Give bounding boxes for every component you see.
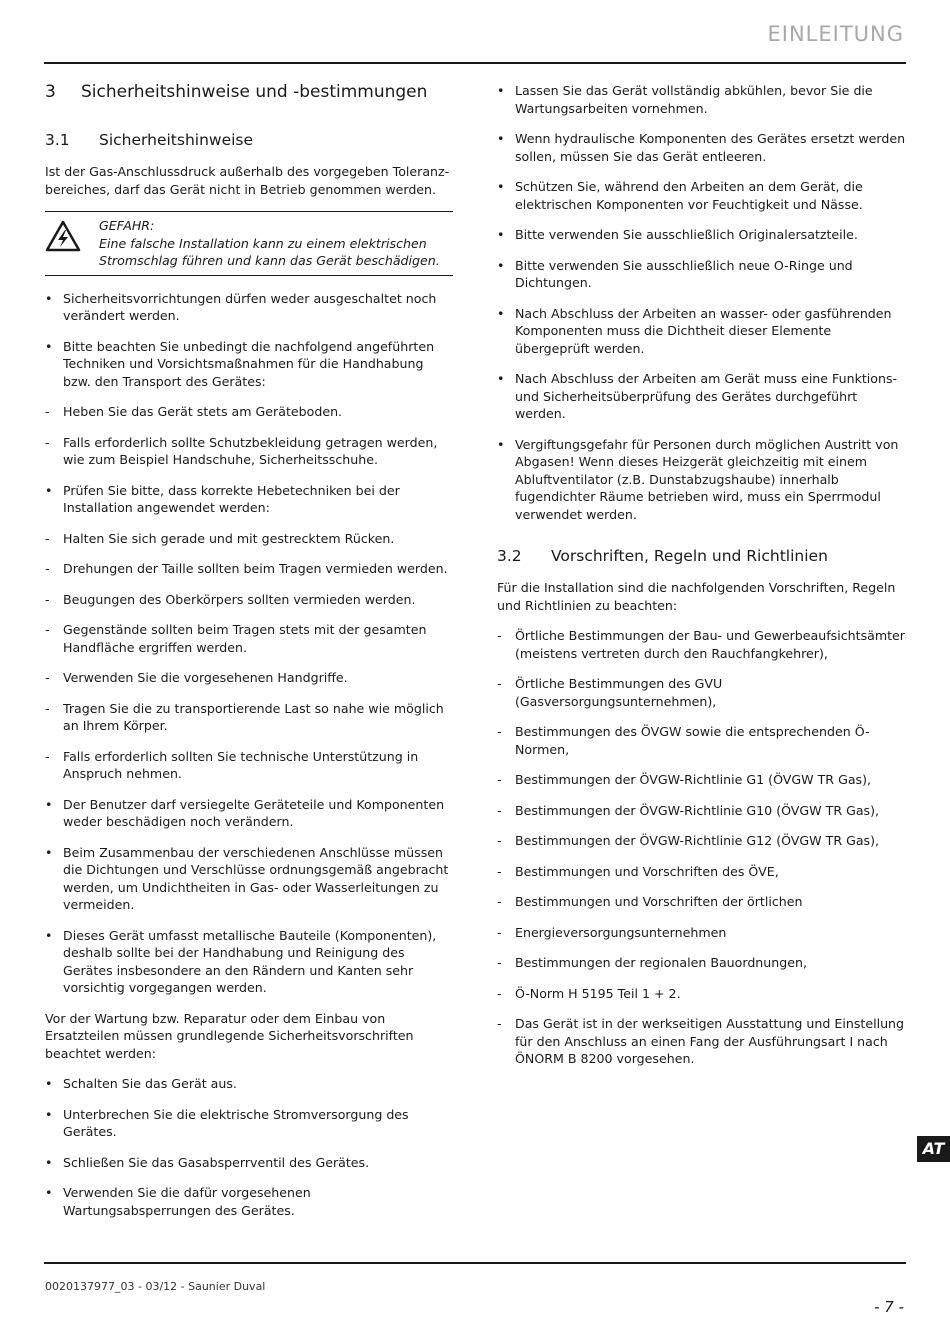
section-heading-3-1 [45,131,453,149]
list-item: • Dieses Gerät umfasst metallische Bauteile (Komponenten), deshalb sollte bei der Handhabung und Reinigung des Gerätes insbesondere an den Rändern und Kanten sehr vorsichtig vorgegangen werden. [45,927,437,995]
list-item: - Gegenstände sollten beim Tragen stets mit der gesamten Handfläche ergriffen werden. [45,622,427,655]
list-item: - Verwenden Sie die vorgesehenen Handgriffe. [45,670,348,685]
page-number: - 7 - [874,1298,904,1316]
list-item: - Bestimmungen und Vorschriften der örtlichen [497,894,803,909]
list-item: • Lassen Sie das Gerät vollständig abkühlen, bevor Sie die Wartungsarbeiten vornehmen. [497,83,873,116]
section-title: Vorschriften, Regeln und Richtlinien [551,547,828,565]
list-item: • Verwenden Sie die dafür vorgesehenen Wartungsabsperrungen des Gerätes. [45,1185,311,1218]
list-item: • Nach Abschluss der Arbeiten an wasser- oder gasführenden Komponenten muss die Dichtheit dieser Elemente übergeprüft werden. [497,305,892,356]
chapter-heading [45,82,453,102]
chapter-title: Sicherheitshinweise und -bestimmungen [81,82,428,102]
danger-warning-box [45,211,453,276]
list-item: - Bestimmungen der ÖVGW-Richtlinie G1 (ÖVGW TR Gas), [497,772,872,787]
maintenance-list-continued [497,82,907,523]
header-divider [44,62,906,64]
language-tab: AT [917,1136,950,1162]
section-heading-3-2 [497,547,907,565]
list-item: • Schützen Sie, während den Arbeiten an dem Gerät, die elektrischen Komponenten vor Feuchtigkeit und Nässe. [497,179,863,212]
list-item: - Bestimmungen und Vorschriften des ÖVE, [497,863,779,879]
electric-hazard-icon [45,217,99,270]
warning-title: GEFAHR: [99,218,155,233]
list-item: - Beugungen des Oberkörpers sollten vermieden werden. [45,591,416,607]
list-item: • Vergiftungsgefahr für Personen durch möglichen Austritt von Abgasen! Wenn dieses Heizgerät gleichzeitig mit einem Abluftventilator (z.B. Dunstabzugshaube) innerhalb fugendichter Räume betrieben wird, muss ein Sperrmodul verwendet werden. [497,436,899,522]
list-item: - Drehungen der Taille sollten beim Tragen vermieden werden. [45,561,448,576]
list-item: • Unterbrechen Sie die elektrische Stromversorgung des Gerätes. [45,1106,409,1139]
list-item: - Tragen Sie die zu transportierende Last so nahe wie möglich an Ihrem Körper. [45,700,444,733]
list-item: • Bitte verwenden Sie ausschließlich Originalersatzteile. [497,227,858,242]
list-item: - Bestimmungen der ÖVGW-Richtlinie G10 (ÖVGW TR Gas), [497,802,880,818]
maintenance-intro: Vor der Wartung bzw. Reparatur oder dem Einbau von Ersatzteilen müssen grundlegende Sicherheitsvorschriften beachtet werden: [45,1010,414,1061]
list-item: - Ö-Norm H 5195 Teil 1 + 2. [497,985,681,1001]
list-item: - Das Gerät ist in der werkseitigen Ausstattung und Einstellung für den Anschluss an einen Fang der Ausführungsart I nach ÖNORM B 8200 vorgesehen. [497,1016,905,1066]
right-column [497,82,907,1081]
list-item: • Nach Abschluss der Arbeiten am Gerät muss eine Funktions- und Sicherheitsüberprüfung des Gerätes durchgeführt werden. [497,371,898,421]
list-item: • Beim Zusammenbau der verschiedenen Anschlüsse müssen die Dichtungen und Verschlüsse ordnungsgemäß angebracht werden, um Undichtheiten in Gas- oder Wasserleitungen zu vermeiden. [45,844,449,912]
regulations-intro: Für die Installation sind die nachfolgenden Vorschriften, Regeln und Richtlinien zu beachten: [497,580,896,613]
list-item: - Heben Sie das Gerät stets am Geräteboden. [45,404,343,419]
warning-text: Eine falsche Installation kann zu einem elektrischen Stromschlag führen und kann das Gerät beschädigen. [99,235,440,268]
safety-list [45,290,453,997]
left-column [45,82,453,1232]
list-item: - Örtliche Bestimmungen der Bau- und Gewerbeaufsichtsämter (meistens vertreten durch den Rauchfangkehrer), [497,628,905,661]
list-item: - Falls erforderlich sollten Sie technische Unterstützung in Anspruch nehmen. [45,748,419,781]
list-item: - Bestimmungen des ÖVGW sowie die entsprechenden Ö-Normen, [497,724,870,757]
list-item: - Falls erforderlich sollte Schutzbekleidung getragen werden, wie zum Beispiel Handschuhe, Sicherheitsschuhe. [45,434,438,467]
list-item: • Schließen Sie das Gasabsperrventil des Gerätes. [45,1154,370,1170]
list-item: - Energieversorgungsunternehmen [497,924,727,940]
list-item: • Bitte beachten Sie unbedingt die nachfolgend angeführten Techniken und Vorsichtsmaßnahmen für die Handhabung bzw. den Transport des Gerätes: [45,338,435,389]
list-item: • Der Benutzer darf versiegelte Geräteteile und Komponenten weder beschädigen noch verändern. [45,796,445,829]
list-item: - Bestimmungen der ÖVGW-Richtlinie G12 (ÖVGW TR Gas), [497,833,880,848]
section-number: 3.1 [45,131,70,149]
section-title: Sicherheitshinweise [99,131,254,149]
maintenance-list [45,1075,453,1219]
intro-paragraph: Ist der Gas-Anschlussdruck außerhalb des vorgegeben Toleranz-bereiches, darf das Gerät nicht in Betrieb genommen werden. [45,164,450,197]
document-reference: 0020137977_03 - 03/12 - Saunier Duval [45,1280,266,1293]
list-item: - Bestimmungen der regionalen Bauordnungen, [497,955,807,970]
footer-divider [44,1262,906,1264]
list-item: • Schalten Sie das Gerät aus. [45,1076,237,1091]
list-item: - Örtliche Bestimmungen des GVU (Gasversorgungsunternehmen), [497,676,723,709]
chapter-number: 3 [45,82,56,102]
list-item: • Bitte verwenden Sie ausschließlich neue O-Ringe und Dichtungen. [497,257,853,290]
list-item: - Halten Sie sich gerade und mit gestrecktem Rücken. [45,530,395,546]
list-item: • Prüfen Sie bitte, dass korrekte Hebetechniken bei der Installation angewendet werden: [45,482,400,515]
section-header-title: EINLEITUNG [767,22,904,46]
list-item: • Wenn hydraulische Komponenten des Gerätes ersetzt werden sollen, müssen Sie das Gerät entleeren. [497,131,906,164]
regulations-list [497,627,907,1068]
section-number: 3.2 [497,547,522,565]
list-item: • Sicherheitsvorrichtungen dürfen weder ausgeschaltet noch verändert werden. [45,290,437,323]
